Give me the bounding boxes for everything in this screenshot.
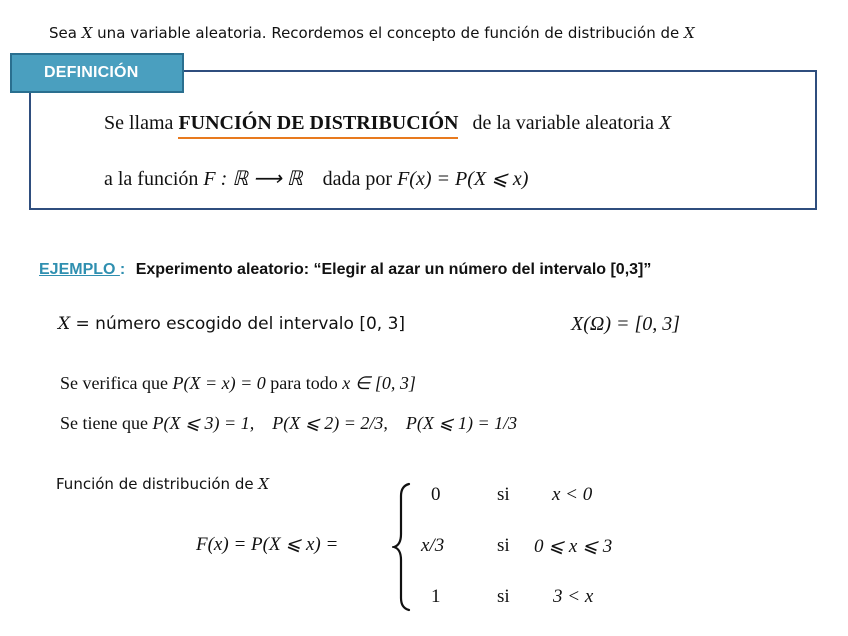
verifica-mid: para todo xyxy=(265,373,343,393)
case-condition-2-text: 0 ⩽ x ⩽ 3 xyxy=(534,536,613,557)
definition-line-1 xyxy=(104,112,671,139)
definition-term: FUNCIÓN DE DISTRIBUCIÓN xyxy=(178,112,458,139)
definition-map: F : ℝ ⟶ ℝ xyxy=(203,168,303,190)
case-condition-3 xyxy=(553,586,593,608)
definition-prefix: Se llama xyxy=(104,112,179,134)
verifica-formula: P(X = x) = 0 xyxy=(172,373,266,393)
distribution-label xyxy=(56,475,269,493)
tiene-line xyxy=(60,413,517,434)
intro-part1: Sea xyxy=(49,24,82,42)
distribution-lhs-formula: F(x) = P(X ⩽ x) = xyxy=(196,534,339,555)
verifica-condition: x ∈ [0, 3] xyxy=(342,373,416,393)
definition-line-2 xyxy=(104,166,528,191)
distribution-label-prefix: Función de distribución de xyxy=(56,475,259,493)
intro-var: X xyxy=(81,24,93,42)
tiene-p2: P(X ⩽ 2) = 2/3, xyxy=(272,413,388,433)
definition-suffix: de la variable aleatoria xyxy=(472,112,660,134)
distribution-label-var: X xyxy=(258,475,270,493)
case-value-2-text: x/3 xyxy=(421,535,445,556)
case-condition-3-text: 3 < x xyxy=(553,586,594,607)
case-si-3: si xyxy=(497,586,510,607)
definition-line2-mid: dada por xyxy=(322,168,398,190)
verifica-prefix: Se verifica que xyxy=(60,373,173,393)
case-value-3: 1 xyxy=(431,586,441,607)
case-condition-1-text: x < 0 xyxy=(552,484,593,505)
intro-var-end: X xyxy=(684,24,695,42)
variable-range xyxy=(571,313,680,336)
case-condition-1 xyxy=(552,484,592,506)
case-value-2 xyxy=(421,535,444,557)
example-text: Experimento aleatorio: “Elegir al azar un número del intervalo [0,3]” xyxy=(135,261,652,278)
intro-text xyxy=(49,24,695,42)
variable-range-formula: X(Ω) = [0, 3] xyxy=(571,313,681,335)
definition-tab: DEFINICIÓN xyxy=(10,53,184,93)
tiene-p3: P(X ⩽ 1) = 1/3 xyxy=(405,413,518,433)
left-brace-icon xyxy=(392,482,412,612)
variable-equals: = xyxy=(70,314,96,334)
case-value-1: 0 xyxy=(431,484,441,505)
distribution-lhs xyxy=(196,533,338,556)
case-si-2: si xyxy=(497,535,510,556)
variable-description: número escogido del intervalo [0, 3] xyxy=(95,314,406,334)
intro-part2: una variable aleatoria. Recordemos el concepto de función de distribución de xyxy=(92,24,685,42)
verifica-line xyxy=(60,373,416,394)
example-heading xyxy=(39,261,651,279)
example-label: EJEMPLO xyxy=(39,261,120,278)
definition-var: X xyxy=(659,112,672,134)
example-colon: : xyxy=(119,261,126,278)
definition-formula: F(x) = P(X ⩽ x) xyxy=(397,168,529,190)
tiene-prefix: Se tiene que xyxy=(60,413,153,433)
tiene-p1: P(X ⩽ 3) = 1, xyxy=(152,413,255,433)
variable-name: X xyxy=(58,314,71,334)
variable-definition xyxy=(58,314,405,334)
case-condition-2 xyxy=(534,535,612,558)
case-si-1: si xyxy=(497,484,510,505)
definition-line2-prefix: a la función xyxy=(104,168,204,190)
